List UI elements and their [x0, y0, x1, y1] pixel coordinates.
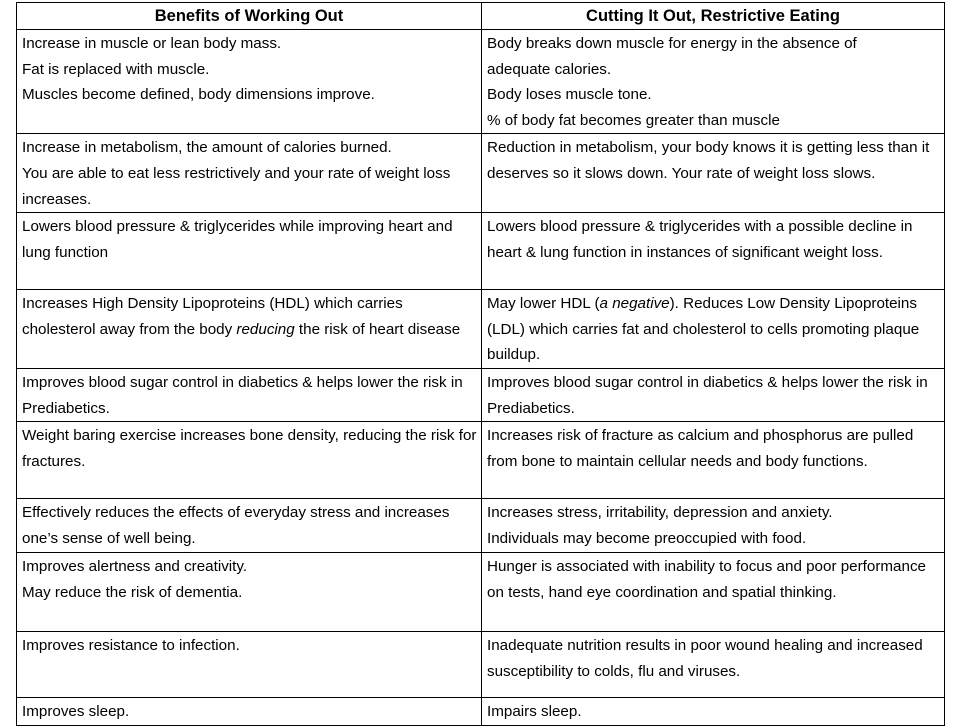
cell-line: Improves alertness and creativity. — [22, 558, 248, 576]
cell-line: Lowers blood pressure & triglycerides with a possible decline in heart & lung function in instances of significant weight loss. — [487, 218, 913, 261]
cell-text: May lower HDL ( — [487, 295, 600, 313]
benefit-cell — [17, 134, 482, 213]
benefit-cell — [17, 290, 482, 369]
benefit-cell — [17, 553, 482, 632]
cell-line: Increase in metabolism, the amount of calories burned. — [22, 139, 392, 157]
cell-line: Fat is replaced with muscle. — [22, 60, 210, 78]
cell-text: the risk of heart disease — [294, 320, 461, 338]
table-row — [17, 632, 945, 698]
cell-line: Lowers blood pressure & triglycerides while improving heart and lung function — [22, 218, 453, 261]
cell-text: ). Reduces Low Density Lipoproteins (LDL) which carries fat and cholesterol to cells promoting plaque buildup. — [487, 295, 920, 364]
cell-line: Improves blood sugar control in diabetics & helps lower the risk in Prediabetics. — [22, 373, 463, 417]
cell-line: Impairs sleep. — [487, 703, 582, 721]
header-restrictive-eating: Cutting It Out, Restrictive Eating — [482, 3, 945, 30]
cell-line: Increases stress, irritability, depression and anxiety. — [487, 504, 833, 522]
header-row — [17, 3, 945, 30]
cell-line: % of body fat becomes greater than muscle — [487, 111, 780, 129]
table-row — [17, 499, 945, 553]
restriction-cell — [482, 134, 945, 213]
restriction-cell — [482, 698, 945, 726]
restriction-cell — [482, 30, 945, 134]
cell-line: Inadequate nutrition results in poor wound healing and increased susceptibility to colds, flu and viruses. — [487, 637, 923, 680]
cell-line: You are able to eat less restrictively and your rate of weight loss increases. — [22, 164, 451, 208]
cell-line: Increases risk of fracture as calcium and phosphorus are pulled from bone to maintain cellular needs and body functions. — [487, 427, 914, 470]
benefit-cell — [17, 698, 482, 726]
emphasis-text: reducing — [236, 320, 295, 338]
table-row — [17, 134, 945, 213]
restriction-cell — [482, 213, 945, 290]
benefit-cell — [17, 499, 482, 553]
table-row — [17, 290, 945, 369]
table-row — [17, 213, 945, 290]
table-row — [17, 698, 945, 726]
cell-line: Improves blood sugar control in diabetics & helps lower the risk in Prediabetics. — [487, 373, 928, 417]
cell-line: Individuals may become preoccupied with food. — [487, 529, 807, 547]
cell-line: Effectively reduces the effects of everyday stress and increases one’s sense of well being. — [22, 504, 450, 547]
table-row — [17, 30, 945, 134]
restriction-cell — [482, 553, 945, 632]
table-row — [17, 422, 945, 499]
benefit-cell — [17, 213, 482, 290]
cell-line: Improves sleep. — [22, 703, 130, 721]
table-row — [17, 553, 945, 632]
cell-line: Weight baring exercise increases bone density, reducing the risk for fractures. — [22, 427, 477, 470]
cell-line: Reduction in metabolism, your body knows it is getting less than it deserves so it slows down. Your rate of weight loss slows. — [487, 139, 930, 182]
restriction-cell — [482, 422, 945, 499]
header-benefits: Benefits of Working Out — [17, 3, 482, 30]
benefit-cell — [17, 422, 482, 499]
cell-line: Hunger is associated with inability to focus and poor performance on tests, hand eye coordination and spatial thinking. — [487, 558, 926, 601]
comparison-table — [16, 2, 945, 726]
emphasis-text: a negative — [599, 295, 670, 313]
cell-line: Improves resistance to infection. — [22, 637, 240, 655]
cell-line: Body loses muscle tone. — [487, 86, 652, 104]
cell-line: May reduce the risk of dementia. — [22, 583, 243, 601]
table-row — [17, 368, 945, 421]
restriction-cell — [482, 499, 945, 553]
benefit-cell — [17, 30, 482, 134]
cell-line: Muscles become defined, body dimensions improve. — [22, 86, 375, 104]
benefit-cell — [17, 632, 482, 698]
cell-line: Body breaks down muscle for energy in the absence of — [487, 35, 857, 52]
restriction-cell — [482, 632, 945, 698]
benefit-cell — [17, 368, 482, 421]
cell-line: adequate calories. — [487, 60, 612, 78]
restriction-cell — [482, 368, 945, 421]
cell-text: Increases High Density Lipoproteins (HDL) which carries cholesterol away from the body — [22, 295, 403, 338]
cell-line: Increase in muscle or lean body mass. — [22, 35, 282, 52]
restriction-cell — [482, 290, 945, 369]
